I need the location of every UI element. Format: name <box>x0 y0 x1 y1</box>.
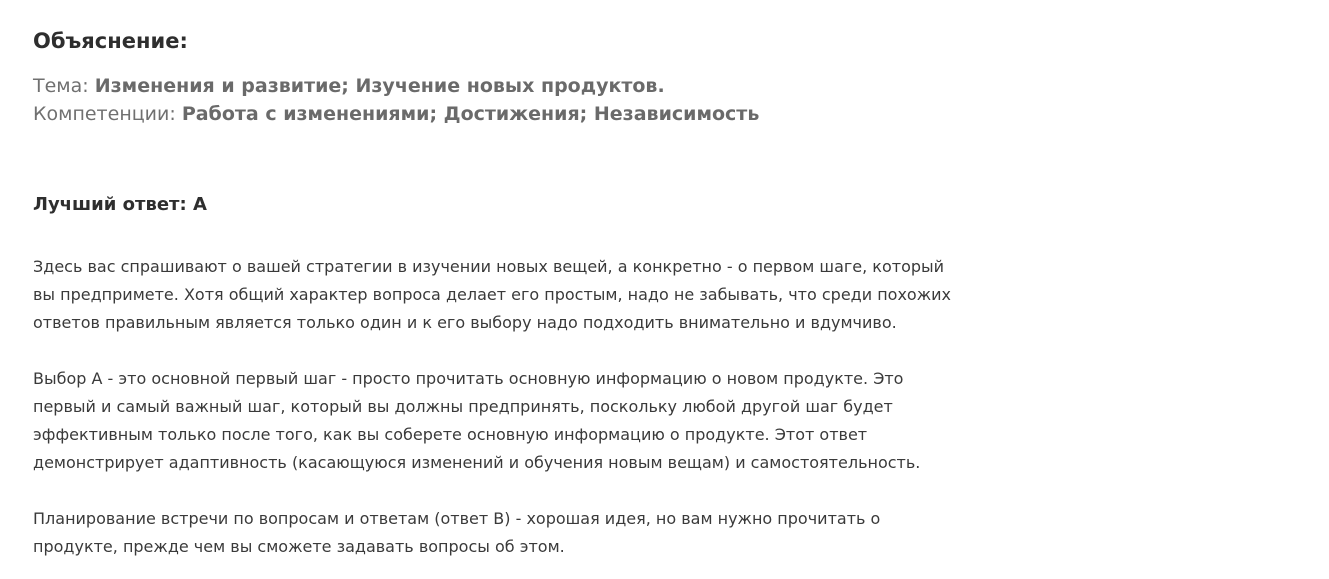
topic-label: Тема: <box>33 75 95 97</box>
paragraph-line: Планирование встречи по вопросам и ответам (ответ В) - хорошая идея, но вам нужно прочитать о <box>33 509 881 528</box>
paragraph-choice-a <box>33 365 920 477</box>
topic-line <box>33 72 665 100</box>
paragraph-line: эффективным только после того, как вы соберете основную информацию о продукте. Этот ответ <box>33 425 868 444</box>
topic-value: Изменения и развитие; Изучение новых продуктов. <box>94 75 665 97</box>
paragraph-line: продукте, прежде чем вы сможете задавать вопросы об этом. <box>33 537 565 556</box>
explanation-heading: Объяснение: <box>33 29 188 53</box>
paragraph-line: Здесь вас спрашивают о вашей стратегии в изучении новых вещей, а конкретно - о первом шаге, который <box>33 257 945 276</box>
paragraph-line: демонстрирует адаптивность (касающуюся изменений и обучения новым вещам) и самостоятельность. <box>33 453 921 472</box>
paragraph-intro <box>33 253 951 337</box>
competencies-value: Работа с изменениями; Достижения; Независимость <box>181 103 760 125</box>
competencies-line <box>33 100 759 128</box>
competencies-label: Компетенции: <box>33 103 182 125</box>
paragraph-line: вы предпримете. Хотя общий характер вопроса делает его простым, надо не забывать, что среди похожих <box>33 285 951 304</box>
best-answer: Лучший ответ: А <box>33 194 207 215</box>
paragraph-line: Выбор А - это основной первый шаг - просто прочитать основную информацию о новом продукте. Это <box>33 369 904 388</box>
paragraph-line: ответов правильным является только один и к его выбору надо подходить внимательно и вдумчиво. <box>33 313 897 332</box>
paragraph-line: первый и самый важный шаг, который вы должны предпринять, поскольку любой другой шаг будет <box>33 397 893 416</box>
paragraph-choice-b <box>33 505 880 561</box>
